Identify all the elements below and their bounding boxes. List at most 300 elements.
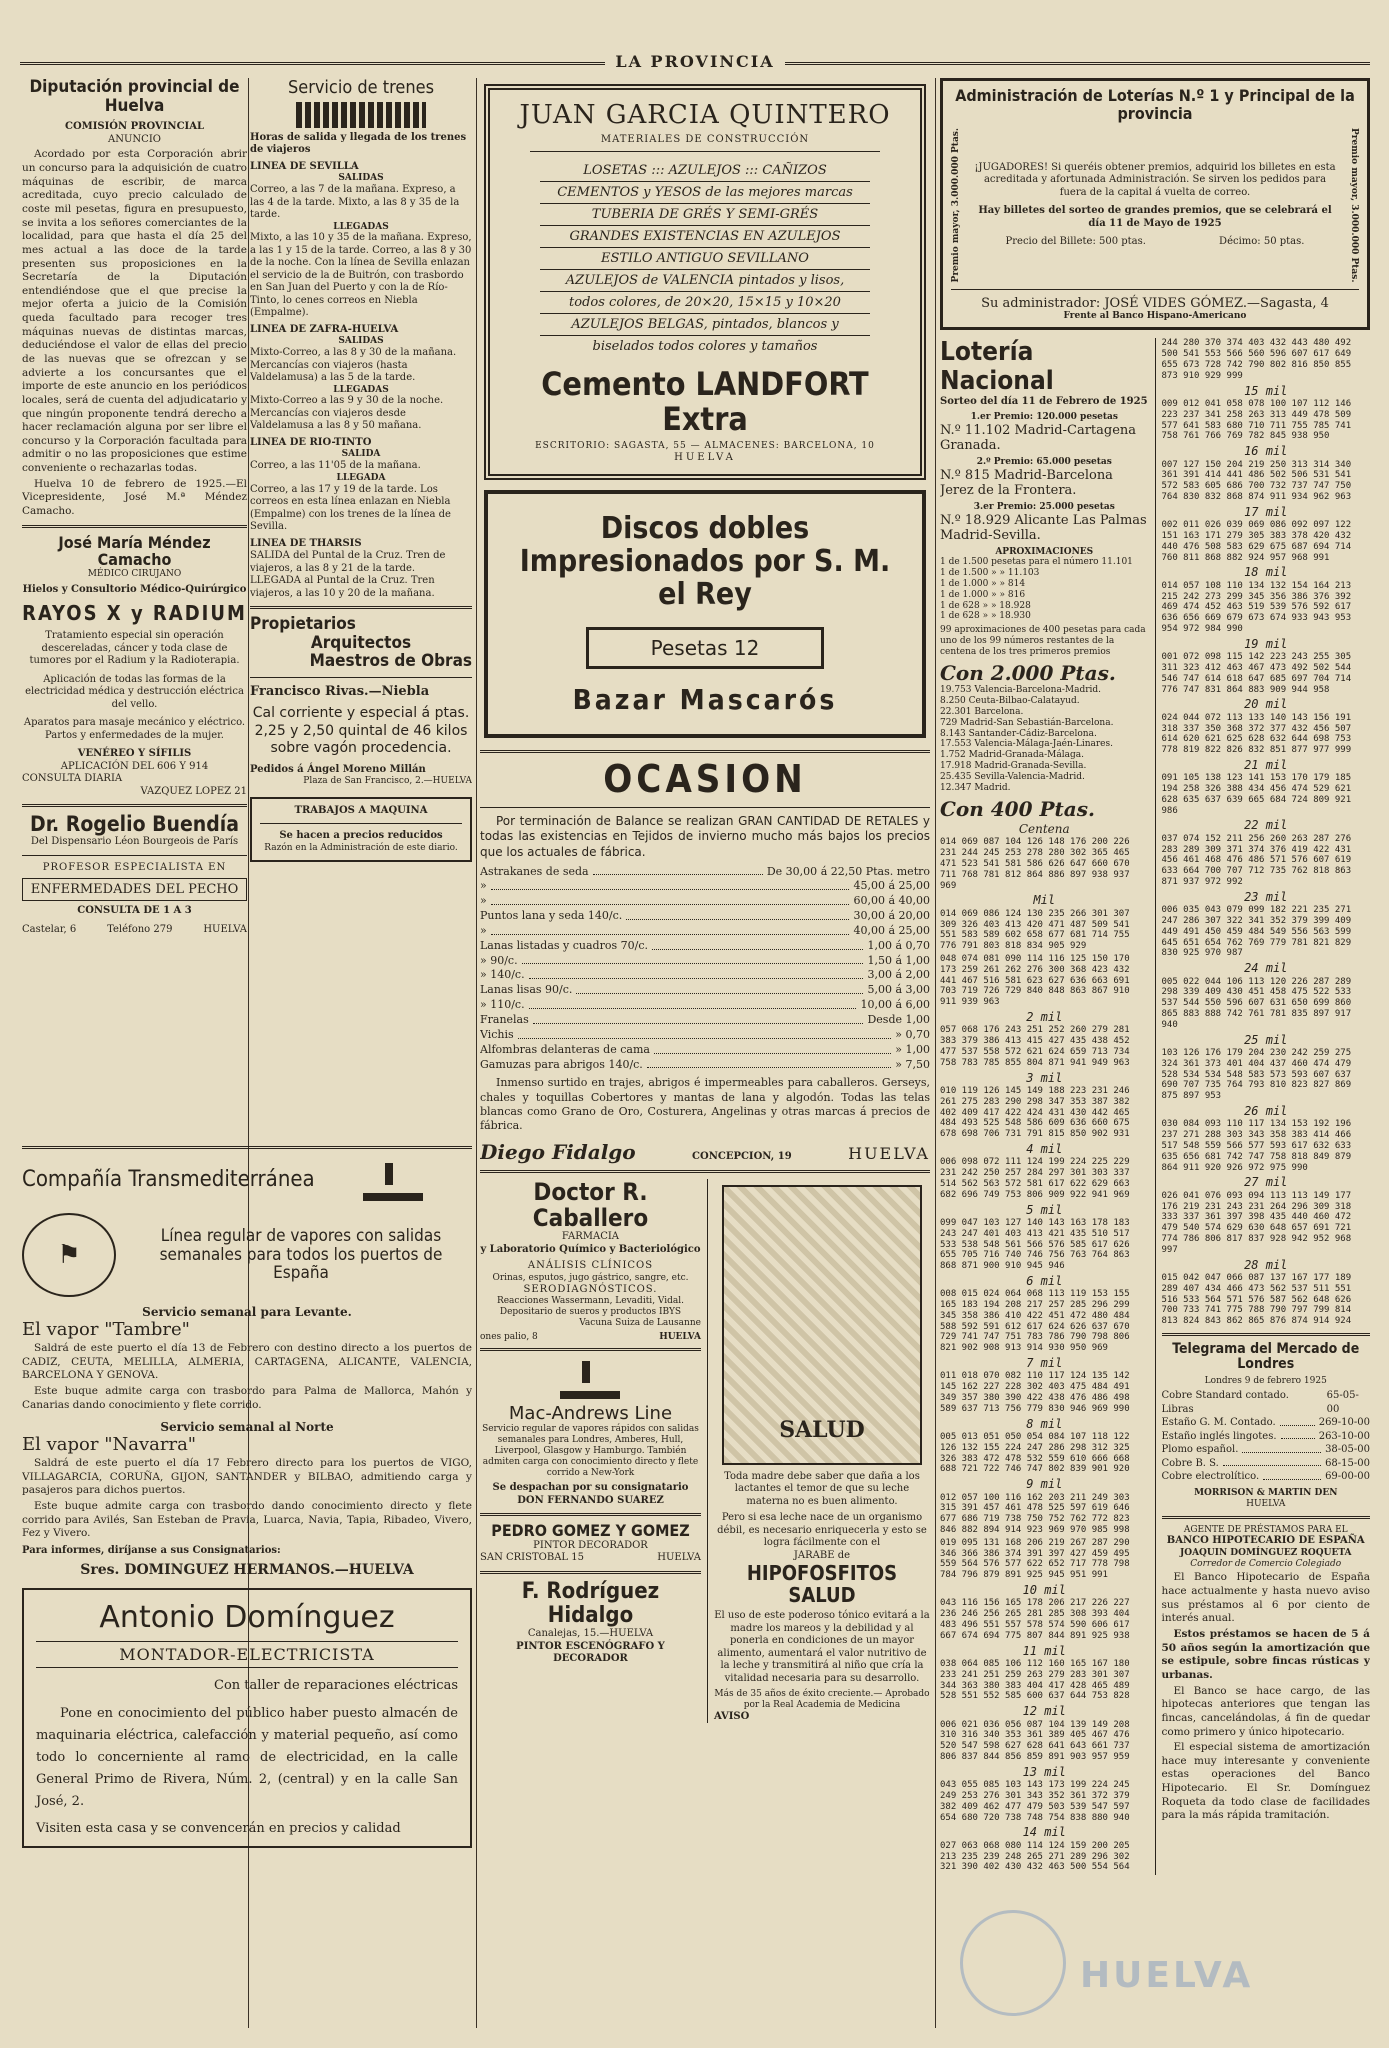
- price-row: [480, 983, 930, 998]
- con2000-item: 12.347 Madrid.: [940, 782, 1011, 793]
- morrison-city: HUELVA: [1246, 1498, 1286, 1509]
- price-item: Astrakanes de seda: [480, 864, 589, 878]
- centena-label: Centena: [1018, 822, 1070, 837]
- administrador: Su administrador: JOSÉ VIDES GÓMEZ.—Sagasta, 4: [981, 295, 1329, 311]
- riotinto-salida: Correo, a las 11'05 de la mañana.: [250, 460, 421, 472]
- bottle-label: SALUD: [779, 1416, 865, 1443]
- telegrama-date: Londres 9 de febrero 1925: [1204, 1375, 1327, 1386]
- premio-3-label: 3.er Premio: 25.000 pesetas: [973, 501, 1115, 512]
- mendez-text-2: Aplicación de todas las formas de la electricidad médica y destrucción eléctrica del vello.: [25, 673, 244, 710]
- price-item: Alfombras delanteras de cama: [480, 1042, 650, 1056]
- lottery-number-block: 037 074 152 211 256 260 263 287 276 283 289 309 371 374 376 419 422 431 456 461 468 476 486 571 576 607 619 633 664 700 707 712 735 762 818 863 871 937 972 992: [1161, 833, 1352, 888]
- aviso: AVISO: [713, 1710, 750, 1722]
- cemento: Cemento LANDFORT Extra: [541, 364, 869, 438]
- pedro-sub: PINTOR DECORADOR: [533, 1539, 648, 1551]
- trabajos-box: [250, 797, 472, 862]
- lottery-number-block: 010 119 126 145 149 188 223 231 246 261 275 283 290 298 347 353 387 382 402 409 417 422 424 431 430 442 465 484 493 525 548 586 609 636 660 675 678 698 706 731 791 815 850 902 931: [940, 1085, 1130, 1140]
- price-row: [480, 865, 930, 880]
- buendia-address: Castelar, 6: [22, 923, 77, 935]
- lottery-number-block: 014 069 086 124 130 235 266 301 307 309 326 403 413 420 471 487 509 541 551 583 589 602 658 677 681 714 755 776 791 803 818 834 905 929: [940, 908, 1130, 952]
- bazar-name: Bazar Mascarós: [572, 683, 838, 717]
- pedro-city: HUELVA: [657, 1552, 701, 1564]
- price-row: [480, 1058, 930, 1073]
- lottery-block-header: 23 mil: [1244, 889, 1288, 904]
- ship-icon: [363, 1159, 423, 1201]
- precio: Precio del Billete: 500 ptas.: [1005, 236, 1146, 248]
- price-from: »: [895, 1057, 902, 1071]
- banco: BANCO HIPOTECARIO DE ESPAÑA: [1166, 1535, 1365, 1547]
- column-rule: [935, 78, 936, 2028]
- lottery-block-header: 16 mil: [1244, 444, 1288, 459]
- column-2: [250, 78, 472, 1138]
- caballero-lab: y Laboratorio Químico y Bacteriológico: [480, 1243, 701, 1255]
- antonio-text: Pone en conocimiento del público haber puesto almacén de maquinaria eléctrica, calefacción y material pequeño, así como todo lo concerniente al ramo de electricidad, en la calle General Primo de Rivera, Núm. 2, (central) y en la calle San José, 2.: [36, 1705, 458, 1809]
- price-from: 1,00: [867, 938, 892, 952]
- price-to: á 25,00: [888, 879, 930, 893]
- price-from: »: [895, 1042, 902, 1056]
- zafra-line: LINEA DE ZAFRA-HUELVA: [250, 323, 399, 335]
- antonio-title: Antonio Domínguez: [99, 1599, 395, 1635]
- lottery-block-header: 12 mil: [1022, 1704, 1066, 1719]
- con2000-item: 1.752 Madrid-Granada-Málaga.: [940, 750, 1084, 761]
- telegrama-label: Estaño inglés lingotes.: [1161, 1430, 1277, 1442]
- loterias-box: [940, 78, 1370, 330]
- sevilla-salidas: Correo, a las 7 de la mañana. Expreso, a las 4 de la tarde. Mixto, a las 8 y 35 de la tarde.: [250, 184, 460, 221]
- price-from: De 30,00: [766, 864, 818, 878]
- rodriguez-sub: PINTOR ESCENÓGRAFO Y DECORADOR: [516, 1640, 665, 1665]
- pedro-title: PEDRO GOMEZ Y GOMEZ: [491, 1521, 690, 1541]
- telegrama-value: 263-10-00: [1318, 1430, 1370, 1442]
- garcia-line: CEMENTOS y YESOS de las mejores marcas: [540, 182, 870, 204]
- price-from: 30,00: [853, 909, 885, 923]
- frente: Frente al Banco Hispano-Americano: [1063, 310, 1247, 321]
- price-item: Lanas lisas 90/c.: [480, 983, 573, 997]
- vapor-1-text: Saldrá de este puerto el día 13 de Febrero con destino directo a los puertos de CADIZ, CEUTA, MELILLA, ALMERIA, CARTAGENA, ALICANTE, VALENCIA, BARCELONA Y GENOVA.: [22, 1342, 472, 1382]
- mother-child-illustration: [722, 1185, 922, 1465]
- lottery-number-block: 091 105 138 123 141 153 170 179 185 194 258 326 388 434 456 474 529 621 628 635 637 639 665 684 724 809 921 986: [1161, 773, 1352, 816]
- sevilla-llegadas: Mixto, a las 10 y 35 de la mañana. Expreso, a las 1 y 15 de la tarde. Correo, a las 8 y 30 de la noche. Con la línea de Sevilla enlazan el servicio de la de Buitrón, con trasbordo en San Juan del Puerto y con la de Río-Tinto, lo cenes correos en Niebla (Empalme).: [250, 232, 472, 319]
- rodriguez-address: Canalejas, 15.—HUELVA: [527, 1628, 654, 1640]
- lottery-block-header: 24 mil: [1244, 961, 1288, 976]
- lottery-numbers-left: [940, 837, 1149, 1873]
- telegrama-label: Cobre B. S.: [1161, 1457, 1219, 1469]
- telegrama-label: Estaño G. M. Contado.: [1161, 1417, 1276, 1429]
- telegrama-row: [1162, 1416, 1371, 1430]
- mendez-title: José María Méndez Camacho: [58, 532, 211, 570]
- aprox-row: 1 de 1.000 » » 814: [940, 578, 1026, 589]
- anuncio-sign: Huelva 10 de febrero de 1925.—El Vicepresidente, José M.ª Méndez Camacho.: [22, 477, 247, 518]
- vapor-2-text: Saldrá de este puerto el día 17 Febrero directo para los puertos de VIGO, VILLAGARCIA, CORUÑA, GIJON, SANTANDER y BILBAO, admitiendo carga y pasajeros para dichos puertos.: [22, 1457, 472, 1497]
- lottery-number-block: 048 074 081 090 114 116 125 150 170 173 259 261 262 276 300 368 423 432 441 467 516 581 623 627 636 663 691 703 719 726 729 840 848 863 867 910 911 939 963: [940, 954, 1130, 1008]
- tharsis-llegada: LLEGADA al Puntal de la Cruz. Tren viajeros, a las 10 y 20 de la mañana.: [250, 575, 435, 599]
- corredor: Corredor de Comercio Colegiado: [1190, 1558, 1342, 1569]
- vapor-2: El vapor "Navarra": [22, 1434, 197, 1456]
- fidalgo-name: Diego Fidalgo: [480, 1139, 636, 1164]
- norte-title: Servicio semanal al Norte: [160, 1420, 334, 1435]
- price-from: 10,00: [860, 998, 892, 1012]
- rodriguez-title: F. Rodríguez Hidalgo: [521, 1578, 660, 1629]
- price-from: 45,00: [853, 879, 885, 893]
- price-to: 1,00: [905, 1042, 930, 1056]
- column-rule: [476, 78, 477, 2028]
- lottery-block-header: 10 mil: [1022, 1583, 1066, 1597]
- garcia-sub: MATERIALES DE CONSTRUCCIÓN: [530, 134, 880, 152]
- ocasion-text: Por terminación de Balance se realizan GRAN CANTIDAD DE RETALES y todas las existencias en Tejidos de invierno mucho más bajos los precios que los actuales de fábrica.: [480, 813, 930, 859]
- con2000-item: 19.753 Valencia-Barcelona-Madrid.: [940, 685, 1102, 696]
- lottery-number-block: 006 035 043 079 099 182 221 235 271 247 286 307 322 341 352 379 399 409 449 491 450 459 484 549 556 563 599 645 651 654 762 769 779 781 821 829 830 925 970 987: [1161, 905, 1352, 959]
- salidas-label: SALIDAS: [338, 173, 384, 184]
- consig-name: Sres. DOMINGUEZ HERMANOS.—HUELVA: [80, 1561, 414, 1578]
- garcia-line: LOSETAS ::: AZULEJOS ::: CAÑIZOS: [540, 160, 870, 182]
- lottery-number-block: 030 084 093 110 117 134 153 192 196 237 271 288 303 343 358 383 414 466 517 548 559 566 577 593 617 632 633 635 656 681 742 747 758 818 849 879 864 911 920 926 972 975 990: [1161, 1119, 1352, 1173]
- prop-1: Propietarios: [250, 614, 356, 635]
- price-to: á 25,00: [888, 923, 930, 937]
- price-from: 5,00: [867, 983, 892, 997]
- lottery-number-block: 244 280 370 374 403 432 443 480 492 500 541 553 566 560 596 607 617 649 655 673 728 742 790 802 816 850 855 873 910 929 999: [1161, 338, 1352, 381]
- aprox-row: 1 de 628 » » 18.928: [940, 600, 1031, 611]
- hipo-text-1: Toda madre debe saber que daña a los lactantes el temor de que su leche materna no es buen alimento.: [724, 1470, 920, 1507]
- buendia-sub: Del Dispensario Léon Bourgeois de París: [30, 836, 239, 848]
- trabajos-title: TRABAJOS A MAQUINA: [294, 804, 428, 816]
- lottery-block-header: 7 mil: [1026, 1356, 1063, 1371]
- rayos-title: RAYOS X y RADIUM: [22, 601, 247, 626]
- lottery-number-block: 002 011 026 039 069 086 092 097 122 151 163 171 279 305 383 378 420 432 440 476 508 583 629 675 687 694 714 760 811 868 882 924 957 968 991: [1161, 520, 1352, 563]
- telegrama-value: 38-05-00: [1325, 1444, 1370, 1456]
- lottery-number-block: 001 072 098 115 142 223 243 255 305 311 323 412 463 467 473 492 502 544 546 747 614 618 647 685 697 704 714 776 747 831 864 883 909 944 958: [1161, 652, 1352, 695]
- company-flag-icon: ⚑: [22, 1213, 116, 1297]
- riotinto-line: LINEA DE RIO-TINTO: [250, 436, 372, 448]
- lottery-block-header: 22 mil: [1244, 818, 1288, 833]
- price-to: á 22,50 Ptas. metro: [820, 864, 930, 878]
- telegrama-row: [1162, 1430, 1371, 1444]
- garcia-city: HUELVA: [674, 451, 736, 463]
- lottery-block-header: 9 mil: [1026, 1477, 1063, 1492]
- consig: Para informes, diríjanse a sus Consignatarios:: [22, 1545, 281, 1557]
- buendia-title: Dr. Rogelio Buendía: [30, 812, 239, 837]
- sorteo: Sorteo del día 11 de Febrero de 1925: [940, 395, 1148, 407]
- price-to: 1,00: [905, 1012, 930, 1026]
- aprox-row: 1 de 1.000 » » 816: [940, 589, 1026, 600]
- lottery-block-header: 2 mil: [1026, 1010, 1063, 1024]
- aprox-row: 1 de 1.500 » » 11.103: [940, 568, 1040, 579]
- lottery-block-header: 11 mil: [1022, 1643, 1066, 1658]
- price-to: á 20,00: [888, 909, 930, 923]
- price-item: » 110/c.: [480, 998, 525, 1012]
- buendia-phone: Teléfono 279: [107, 923, 173, 935]
- lottery-block-header: 4 mil: [1026, 1141, 1063, 1156]
- lottery-block-header: 25 mil: [1244, 1032, 1288, 1047]
- mendez-address: VAZQUEZ LOPEZ 21: [140, 785, 247, 797]
- banco-text-2: Estos préstamos se hacen de 5 á 50 años según la amortización que se estipule, sobre fincas rústicas y urbanas.: [1161, 1628, 1370, 1681]
- aprox-title: APROXIMACIONES: [995, 546, 1094, 557]
- banco-text-1: El Banco Hipotecario de España hace actualmente y hasta nuevo aviso sus préstamos al 6 por ciento de interés anual.: [1161, 1571, 1370, 1625]
- tharsis-salida: SALIDA del Puntal de la Cruz. Tren de viajeros, a las 8 y 21 de la tarde.: [250, 550, 446, 574]
- hipo-text-2: Pero si esa leche nace de un organismo débil, es necesario enriquecerla y esto se logra fácilmente con el: [717, 1512, 927, 1549]
- lottery-block-header: 28 mil: [1244, 1257, 1288, 1272]
- price-from: Desde: [867, 1012, 902, 1026]
- con2000-item: 17.553 Valencia-Málaga-Jaén-Linares.: [940, 739, 1113, 750]
- lottery-number-block: 011 018 070 082 110 117 124 135 142 145 162 227 228 302 403 475 484 491 349 357 380 390 422 438 476 486 498 589 637 713 756 779 830 946 969 990: [940, 1371, 1130, 1414]
- price-to: á 3,00: [895, 983, 930, 997]
- lottery-number-block: 014 057 108 110 134 132 154 164 213 215 242 273 299 345 356 386 376 392 469 474 452 463 519 539 576 592 617 636 656 669 679 673 674 933 943 953 954 972 984 990: [1161, 580, 1352, 634]
- price-from: 1,50: [867, 953, 892, 967]
- lottery-block-header: 14 mil: [1022, 1825, 1066, 1840]
- garcia-line: AZULEJOS BELGAS, pintados, blancos y: [540, 314, 870, 336]
- lottery-block-header: 5 mil: [1026, 1202, 1063, 1217]
- con2000-item: 8.250 Ceuta-Bilbao-Calatayud.: [940, 696, 1080, 707]
- hipo-title: HIPOFOSFITOS SALUD: [746, 1561, 898, 1608]
- prop-2: Arquitectos: [310, 632, 412, 653]
- telegrama-row: [1162, 1457, 1371, 1471]
- antonio-sub: MONTADOR-ELECTRICISTA: [36, 1641, 458, 1668]
- aprox-row: 1 de 1.500 pesetas para el número 11.101: [940, 557, 1133, 568]
- column-1: [22, 78, 247, 1138]
- price-row: [480, 909, 930, 924]
- telegrama-label: Cobre electrolítico.: [1161, 1471, 1260, 1483]
- price-item: Gamuzas para abrigos 140/c.: [480, 1057, 643, 1071]
- banco-text-4: El especial sistema de amortización hace muy interesante y conveniente estas operaciones del Banco Hipotecario. El Sr. Domínguez Roqueta da todo clase de facilidades para la más rápida tramitación.: [1161, 1741, 1370, 1822]
- garcia-lines: [540, 160, 870, 357]
- lottery-number-block: 006 021 036 056 087 104 139 149 208 310 316 340 353 361 389 405 467 476 520 547 598 627 628 641 643 661 737 806 837 844 856 859 891 903 957 959: [940, 1719, 1130, 1762]
- price-row: [480, 954, 930, 969]
- discos-title-1: Discos dobles: [600, 511, 810, 547]
- llegada-label: LLEGADA: [336, 472, 386, 483]
- price-from: 40,00: [853, 923, 885, 937]
- vacuna: Vacuna Suiza de Lausanne: [579, 1317, 701, 1328]
- premio-1-label: 1.er Premio: 120.000 pesetas: [970, 412, 1118, 423]
- joaquin: JOAQUIN DOMÍNGUEZ ROQUETA: [1179, 1547, 1352, 1558]
- mac-title: Mac-Andrews Line: [508, 1403, 673, 1425]
- buendia-prof: PROFESOR ESPECIALISTA EN: [42, 861, 227, 873]
- price-item: » 90/c.: [480, 953, 518, 967]
- lottery-block-header: 6 mil: [1026, 1273, 1063, 1288]
- price-item: Franelas: [480, 1012, 529, 1026]
- trains-title: Servicio de trenes: [287, 78, 435, 98]
- train-icon: [296, 102, 426, 128]
- garcia-line: biselados todos colores y tamaños: [592, 338, 818, 354]
- mac-consig: Se despachan por su consignatario DON FERNANDO SUAREZ: [492, 1482, 689, 1506]
- lottery-block-header: 15 mil: [1244, 383, 1288, 398]
- anuncio-text: Acordado por esta Corporación abrir un concurso para la adquisición de cuatro máquinas de escribir, de marca acreditada, cuyo precio calculado de coste mil pesetas, figura en presupuesto, se invita a los señores comerciantes de la localidad, para que hasta el día 25 del mes actual a las doce de la tarde presenten sus proposiciones en la Secretaría de la Diputación entendiéndose que el que precise la mejor oferta a juicio de la Comisión queda facultado para recoger tres máquinas nuevas de distintas marcas, deduciéndose el valor de ellas del precio de las nuevas que se ofrezcan y se advierte a los concursantes que el importe de este anuncio en los periódicos locales, será de cuenta del adjudicatario y que ningún proponente tendrá derecho a hacer reclamación alguna por ser libre el concurso y la Corporación facultada para admitir o no las proposiciones que estime conveniente o rechazarlas todas.: [22, 148, 247, 475]
- escritorio: ESCRITORIO: SAGASTA, 55 — ALMACENES: BARCELONA, 10: [535, 440, 875, 451]
- con2000-item: 25.435 Sevilla-Valencia-Madrid.: [940, 771, 1085, 782]
- price-item: Puntos lana y seda 140/c.: [480, 909, 623, 923]
- mendez-spec: Hielos y Consultorio Médico-Quirúrgico: [22, 583, 247, 595]
- price-item: »: [480, 923, 487, 937]
- decimo: Décimo: 50 ptas.: [1219, 236, 1305, 248]
- premio-left: Premio mayor, 3.000.000 Ptas.: [951, 128, 961, 283]
- llegadas-label: LLEGADAS: [333, 384, 389, 395]
- lottery-block-header: 18 mil: [1244, 565, 1288, 580]
- premio-2-label: 2.º Premio: 65.000 pesetas: [976, 456, 1112, 467]
- premio-2: N.º 815 Madrid-Barcelona Jerez de la Frontera.: [940, 467, 1113, 498]
- lottery-number-block: 012 057 100 116 162 203 211 249 303 315 391 457 461 478 525 597 619 646 677 686 719 738 750 752 762 772 823 846 882 894 914 923 969 970 985 998: [940, 1492, 1130, 1536]
- lottery-number-block: 005 013 051 050 054 084 107 118 122 126 132 155 224 247 286 298 312 325 326 383 472 478 532 559 610 666 668 688 721 722 746 747 802 839 901 920: [940, 1432, 1130, 1475]
- telegrama-title: Telegrama del Mercado de Londres: [1172, 1340, 1360, 1373]
- price-row: [480, 1043, 930, 1058]
- hipo-text-3: El uso de este poderoso tónico evitará a la madre los mareos y la debilidad y al ponerla en condiciones de un mayor alimento, aumentará el valor nutritivo de la leche y transmitirá al niño que cría la vitalidad necesaria para su desarrollo.: [714, 1610, 930, 1684]
- vapor-1: El vapor "Tambre": [22, 1319, 190, 1340]
- price-item: » 140/c.: [480, 968, 525, 982]
- telegrama-label: Plomo español.: [1161, 1444, 1239, 1456]
- lottery-block-header: 26 mil: [1244, 1103, 1288, 1118]
- analisis: ANÁLISIS CLÍNICOS: [527, 1260, 654, 1272]
- price-row: [480, 879, 930, 894]
- discos-title-2: Impresionados por S. M. el Rey: [519, 544, 891, 613]
- sero: SERODIAGNÓSTICOS.: [523, 1283, 658, 1295]
- anuncio-label: ANUNCIO: [108, 133, 161, 145]
- buendia-spec: ENFERMEDADES DEL PECHO: [22, 878, 247, 901]
- lottery-numbers-right: [1162, 338, 1371, 1326]
- price-to: 7,50: [905, 1057, 930, 1071]
- garcia-line: GRANDES EXISTENCIAS EN AZULEJOS: [540, 226, 870, 248]
- zafra-salidas: Mixto-Correo, a las 8 y 30 de la mañana. Mercancías con viajeros (hasta Valdelamusa) a las 5 de la tarde.: [250, 347, 457, 384]
- consulta: CONSULTA DIARIA: [22, 773, 123, 785]
- fidalgo-city: HUELVA: [848, 1143, 930, 1163]
- caballero-title: Doctor R. Caballero: [532, 1177, 649, 1232]
- telegrama-row: [1162, 1470, 1371, 1484]
- lottery-number-block: 024 044 072 113 133 140 143 156 191 318 337 350 368 372 377 432 456 507 614 620 621 625 628 632 644 698 753 778 819 822 826 832 851 877 977 999: [1161, 712, 1352, 756]
- lottery-number-block: 026 041 076 093 094 113 113 149 177 176 219 231 243 231 264 296 309 318 333 337 361 397 398 435 440 460 472 479 540 574 629 630 648 657 691 721 774 786 806 817 837 928 942 952 968 997: [1161, 1190, 1352, 1255]
- con-2000: Con 2.000 Ptas.: [940, 661, 1116, 686]
- lottery-number-block: 008 015 024 064 068 113 119 153 155 165 183 194 208 217 257 285 296 299 345 358 386 410 422 451 472 480 484 588 592 591 612 617 624 626 637 670 729 741 747 751 783 786 790 798 806 821 902 908 913 914 930 950 969: [940, 1289, 1130, 1354]
- lottery-number-block: 006 098 072 111 124 199 224 225 229 231 242 250 257 284 297 301 303 337 514 562 563 572 581 617 622 629 663 682 696 749 753 806 909 922 941 969: [940, 1157, 1130, 1200]
- loterias-title: Administración de Loterías N.º 1 y Principal de la provincia: [955, 86, 1355, 123]
- pedidos: Pedidos á Ángel Moreno Millán: [250, 763, 426, 775]
- lottery-number-block: 005 022 044 106 113 120 226 287 289 298 339 409 430 451 458 475 522 533 537 544 550 596 607 631 650 699 860 865 883 888 742 761 781 835 897 917 940: [1161, 976, 1352, 1030]
- mac-text: Servicio regular de vapores rápidos con salidas semanales para Londres, Amberes, Hull, Liverpool, Glasgow y Hamburgo. También admiten carga con conocimiento directo y flete corrido a New-York: [482, 1424, 699, 1478]
- garcia-line: AZULEJOS de VALENCIA pintados y lisos,: [540, 270, 870, 292]
- loteria-results: [940, 338, 1155, 1875]
- price-from: 60,00: [853, 894, 885, 908]
- telegrama-value: 269-10-00: [1318, 1417, 1370, 1429]
- caballero-address: ones palio, 8: [480, 1331, 538, 1342]
- center-left-subcol: [480, 1179, 708, 1724]
- premio-right: Premio mayor, 3.000.000 Ptas.: [1349, 128, 1359, 283]
- garcia-line: todos colores, de 20×20, 15×15 y 10×20: [540, 292, 870, 314]
- lottery-block-header: 3 mil: [1026, 1070, 1063, 1085]
- buendia-hours: CONSULTA DE 1 A 3: [77, 905, 192, 917]
- aplicacion: APLICACIÓN DEL 606 Y 914: [60, 760, 209, 772]
- caballero-city: HUELVA: [659, 1331, 701, 1342]
- price-row: [480, 894, 930, 909]
- lottery-block-header: 8 mil: [1026, 1416, 1063, 1431]
- trans-title: Compañía Transmediterránea: [22, 1166, 315, 1192]
- lottery-block-header: 19 mil: [1244, 636, 1288, 651]
- con2000-item: 729 Madrid-San Sebastián-Barcelona.: [940, 717, 1114, 728]
- sevilla-line: LINEA DE SEVILLA: [250, 160, 359, 172]
- price-item: Lanas listadas y cuadros 70/c.: [480, 938, 648, 952]
- price-row: [480, 924, 930, 939]
- mendez-text-1: Tratamiento especial sin operación descereladas, cáncer y toda clase de tumores por el Radium y la Radioterapia.: [29, 630, 240, 667]
- garcia-title: JUAN GARCIA QUINTERO: [519, 100, 891, 130]
- premio-1: N.º 11.102 Madrid-Cartagena Granada.: [940, 422, 1137, 453]
- tharsis-line: LINEA DE THARSIS: [250, 537, 362, 549]
- llegadas-label: LLEGADAS: [333, 221, 389, 232]
- lottery-number-block: 057 068 176 243 251 252 260 279 281 383 379 386 413 415 427 435 438 452 477 537 558 572 621 624 659 713 734 758 783 785 855 804 871 941 949 963: [940, 1025, 1130, 1068]
- masthead: [20, 52, 1370, 74]
- lottery-block-header: 20 mil: [1244, 697, 1288, 712]
- banco-text-3: El Banco se hace cargo, de las hipotecas anteriores que tengan las fincas, cancelándolas, á fin de quedar como primero y único hipotecario.: [1161, 1684, 1370, 1738]
- discos-ad: [484, 490, 926, 738]
- price-to: á 6,00: [895, 998, 930, 1012]
- con-400: Con 400 Ptas.: [940, 797, 1095, 822]
- salidas-label: SALIDAS: [338, 336, 384, 347]
- lottery-number-block: 043 116 156 165 178 206 217 226 227 236 246 256 265 281 285 308 393 404 483 496 551 557 578 574 590 606 617 667 674 694 775 807 844 891 925 938: [940, 1598, 1130, 1641]
- price-item: »: [480, 879, 487, 893]
- salida-label: SALIDA: [341, 449, 381, 460]
- center-column: [480, 78, 930, 2028]
- pedidos-address: Plaza de San Francisco, 2.—HUELVA: [303, 776, 472, 787]
- loteria-title: Lotería Nacional: [940, 337, 1054, 397]
- price-from: »: [895, 1027, 902, 1041]
- column-5: [940, 78, 1370, 2028]
- price-to: á 2,00: [895, 968, 930, 982]
- caballero-sub: FARMACIA: [561, 1231, 620, 1243]
- price-to: á 0,70: [895, 938, 930, 952]
- pedro-address: SAN CRISTOBAL 15: [480, 1552, 584, 1564]
- vapor-2-text-2: Este buque admite carga con trasbordo dando conocimiento directo y flete corrido para Avilés, San Esteban de Pravia, Luarca, Navia, Tapia, Ribadeo, Vivero, Fez y Vivero.: [22, 1500, 472, 1540]
- sero-text: Reacciones Wassermann, Levaditi, Vidal. Depositario de sueros y productos IBYS: [496, 1296, 684, 1317]
- price-to: á 40,00: [888, 894, 930, 908]
- telegrama-label: Cobre Standard contado. Libras: [1161, 1390, 1289, 1415]
- price-row: [480, 939, 930, 954]
- ocasion-title: OCASION: [603, 756, 807, 801]
- lower-left-block: [22, 1140, 472, 2030]
- analisis-text: Orinas, esputos, jugo gástrico, sangre, etc.: [492, 1272, 689, 1283]
- taller: Con taller de reparaciones eléctricas: [214, 1677, 458, 1693]
- lottery-number-block: 019 095 131 168 206 219 267 287 290 346 366 386 374 391 397 427 459 495 559 564 576 577 622 652 717 778 798 784 796 879 891 925 945 951 991: [940, 1537, 1130, 1581]
- trabajos-text-2: Razón en la Administración de este diario.: [264, 842, 458, 853]
- discos-price: Pesetas 12: [586, 627, 824, 669]
- hipofosfitos-ad: [708, 1179, 930, 1724]
- watermark: HUELVA: [1080, 1955, 1254, 1996]
- lottery-number-block: 038 064 085 106 112 160 165 167 180 233 241 251 259 263 279 283 301 307 344 363 380 383 404 417 428 465 489 528 551 552 585 600 637 644 753 828: [940, 1658, 1130, 1702]
- lottery-block-header: 17 mil: [1244, 504, 1288, 519]
- premio-3: N.º 18.929 Alicante Las Palmas Madrid-Sevilla.: [940, 512, 1147, 543]
- price-row: [480, 1013, 930, 1028]
- lottery-number-block: 103 126 176 179 204 230 242 259 275 324 361 373 401 404 437 460 474 479 528 534 534 548 583 573 593 607 637 690 707 735 764 793 810 823 827 869 875 897 953: [1161, 1047, 1352, 1102]
- price-row: [480, 998, 930, 1013]
- lottery-number-block: 009 012 041 058 078 100 107 112 146 223 237 341 258 263 313 449 478 509 577 641 583 680 710 711 755 785 741 758 761 766 769 782 845 938 950: [1161, 399, 1352, 442]
- con2000-item: 17.918 Madrid-Granada-Sevilla.: [940, 761, 1087, 772]
- lottery-block-header: Mil: [1033, 893, 1056, 908]
- prop-3: Maestros de Obras: [309, 651, 472, 672]
- lottery-block-header: 13 mil: [1022, 1764, 1066, 1779]
- cal-text: Cal corriente y especial á ptas. 2,25 y 2,50 quintal de 46 kilos sobre vagón procedencia.: [252, 705, 470, 757]
- aprox-text: 99 aproximaciones de 400 pesetas para cada uno de los 99 números restantes de la centena de los tres primeros premios: [940, 625, 1146, 657]
- ship-icon: [560, 1357, 620, 1399]
- telegrama-value: 65-05-00: [1326, 1390, 1359, 1415]
- garcia-line: TUBERIA DE GRÉS Y SEMI-GRÉS: [540, 204, 870, 226]
- jarabe: JARABE de: [793, 1549, 851, 1561]
- aprox-row: 1 de 628 » » 18.930: [940, 611, 1031, 622]
- con2000-item: 22.301 Barcelona.: [940, 707, 1024, 718]
- venereo: VENÉREO Y SÍFILIS: [77, 748, 192, 760]
- hipo-small: Más de 35 años de éxito creciente.— Aprobado por la Real Academia de Medicina: [714, 1689, 930, 1710]
- loteria-results-right: [1155, 338, 1371, 1875]
- lottery-number-block: 043 055 085 103 143 173 199 224 245 249 253 276 301 343 352 361 372 379 382 409 462 477 479 503 539 547 597 654 680 720 738 748 754 838 880 940: [940, 1780, 1130, 1823]
- masthead-title: LA PROVINCIA: [605, 52, 784, 71]
- library-stamp-icon: [960, 1910, 1066, 2016]
- riotinto-llegada: Correo, a las 17 y 19 de la tarde. Los correos en esta línea enlazan en Niebla (Empalme) con los trenes de la línea de Sevilla.: [250, 483, 451, 533]
- trains-sub: Horas de salida y llegada de los trenes de viajeros: [250, 131, 467, 156]
- ocasion-price-list: [480, 865, 930, 1073]
- vapor-1-text-2: Este buque admite carga con trasbordo para Palma de Mallorca, Mahón y Canarias dando conocimiento y flete corrido.: [22, 1384, 472, 1411]
- trabajos-text: Se hacen a precios reducidos: [279, 830, 443, 842]
- price-row: [480, 968, 930, 983]
- lottery-number-block: 027 063 068 080 114 124 159 200 205 213 235 239 248 265 271 289 296 302 321 390 402 430 432 463 500 554 564: [940, 1840, 1130, 1873]
